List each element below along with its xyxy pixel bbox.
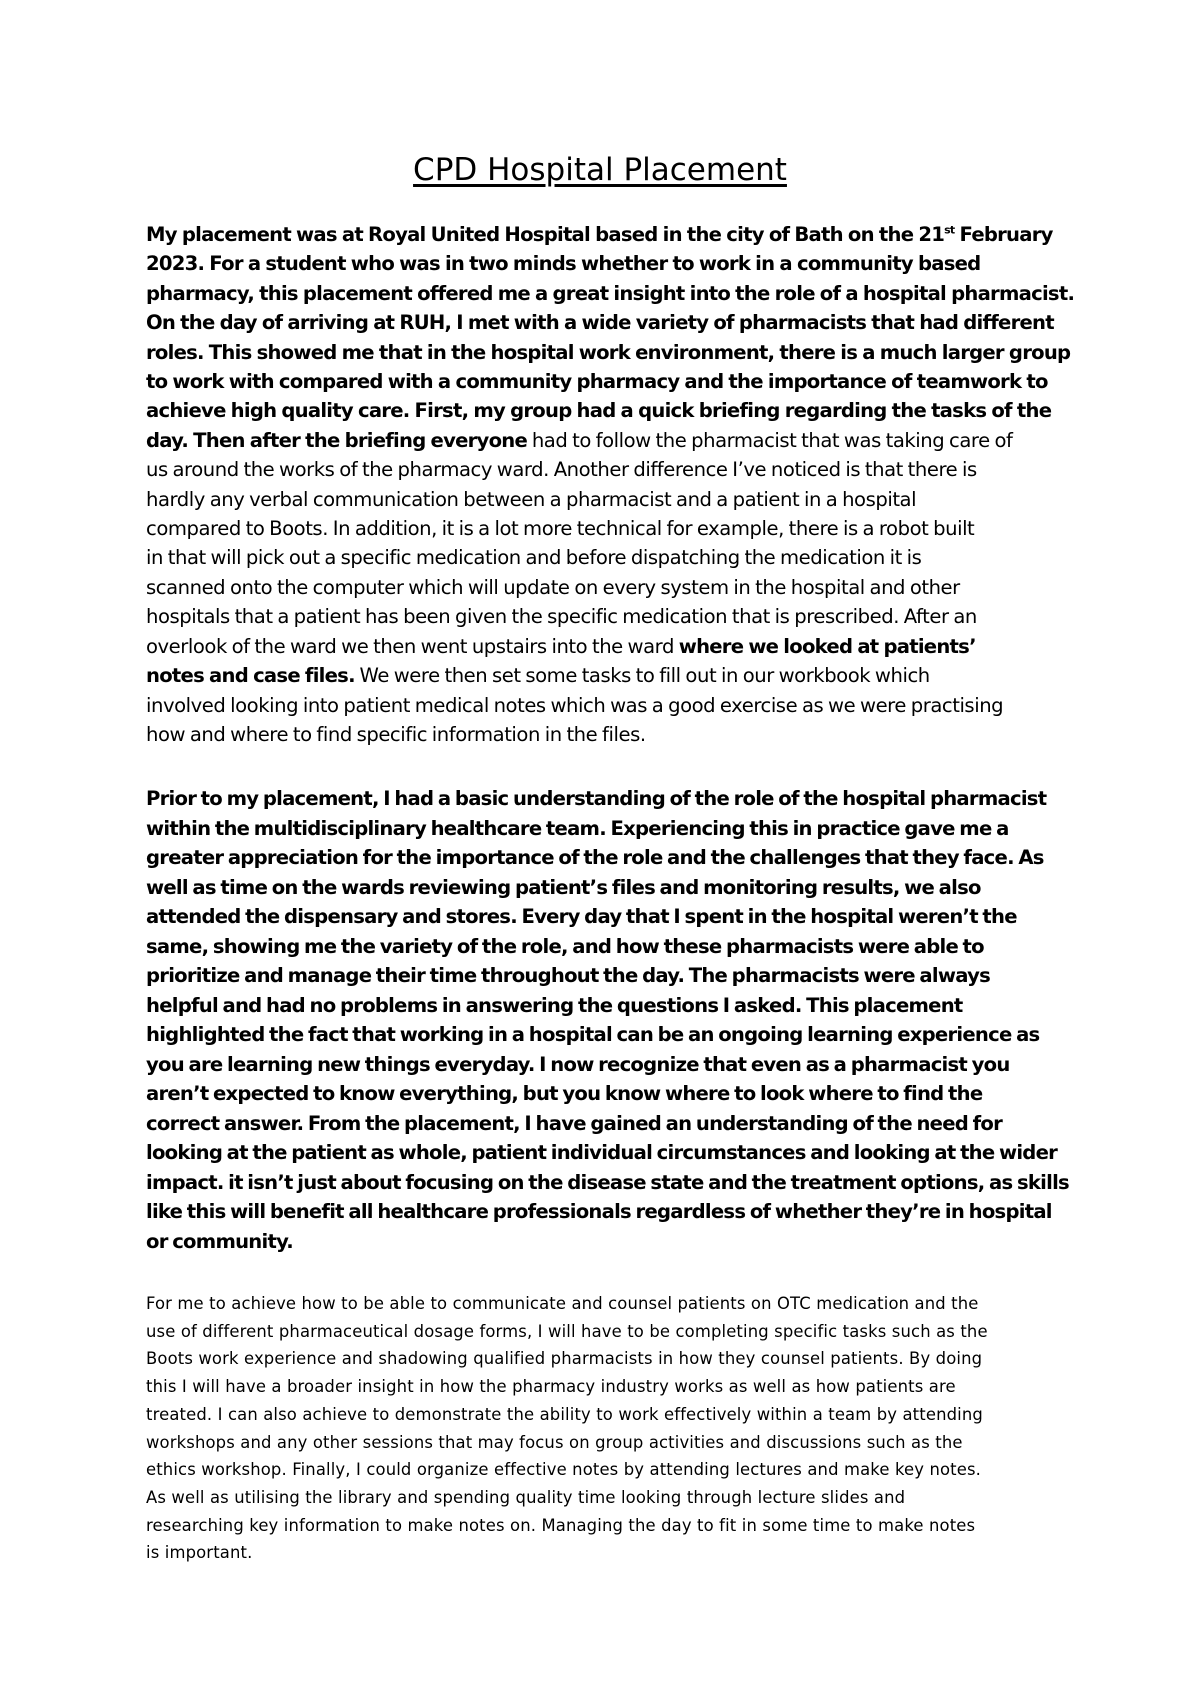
text-line: aren’t expected to know everything, but you know where to look where to find the bbox=[146, 1082, 983, 1105]
text-line bbox=[146, 455, 1086, 484]
text-line: within the multidisciplinary healthcare team. Experiencing this in practice gave me a bbox=[146, 816, 1009, 840]
text-line: impact. it isn’t just about focusing on the disease state and the treatment options, as skills bbox=[146, 1170, 1069, 1194]
text-line bbox=[146, 514, 1086, 543]
text-segment: roles. This showed me that in the hospital work environment, there is a much larger group bbox=[146, 340, 1071, 364]
text-segment: day. Then after the briefing everyone bbox=[146, 428, 528, 452]
text-line bbox=[146, 249, 1086, 278]
text-line bbox=[146, 661, 1086, 690]
text-line: greater appreciation for the importance of the role and the challenges that they face. As bbox=[146, 846, 1044, 869]
text-segment: how and where to find specific information in the files. bbox=[146, 722, 646, 746]
text-line: For me to achieve how to be able to communicate and counsel patients on OTC medication and the bbox=[146, 1294, 979, 1313]
text-line bbox=[146, 485, 1086, 514]
text-line: same, showing me the variety of the role, and how these pharmacists were able to bbox=[146, 934, 984, 958]
text-segment: 2023. For a student who was in two minds whether to work in a community based bbox=[146, 252, 981, 276]
text-line: is important. bbox=[146, 1543, 253, 1563]
text-segment: where we looked at patients’ bbox=[678, 634, 976, 658]
text-line bbox=[146, 573, 1086, 602]
text-segment: had to follow the pharmacist that was taking care of bbox=[527, 428, 1013, 452]
superscript-text: st bbox=[944, 223, 955, 237]
text-line: highlighted the fact that working in a hospital can be an ongoing learning experience as bbox=[146, 1023, 1040, 1046]
text-line: workshops and any other sessions that may focus on group activities and discussions such as the bbox=[146, 1432, 963, 1452]
text-line bbox=[146, 367, 1086, 396]
text-line bbox=[146, 279, 1086, 308]
text-segment: hospitals that a patient has been given the specific medication that is prescribed. After an bbox=[146, 605, 977, 629]
text-line bbox=[146, 632, 1086, 661]
text-line: ethics workshop. Finally, I could organize effective notes by attending lectures and make key notes. bbox=[146, 1460, 982, 1480]
text-segment: On the day of arriving at RUH, I met with a wide variety of pharmacists that had different bbox=[146, 311, 1054, 335]
text-line bbox=[146, 720, 1086, 749]
title-text: CPD Hospital Placement bbox=[413, 152, 787, 188]
paragraph-placement-description bbox=[146, 220, 1086, 749]
text-segment: February bbox=[954, 223, 1053, 246]
text-line: use of different pharmaceutical dosage forms, I will have to be completing specific tasks such as the bbox=[146, 1321, 988, 1341]
text-line bbox=[146, 602, 1086, 631]
page-title bbox=[0, 150, 1200, 190]
text-segment: notes and case files. bbox=[146, 664, 355, 688]
text-segment: hardly any verbal communication between a pharmacist and a patient in a hospital bbox=[146, 487, 917, 511]
text-segment: overlook of the ward we then went upstairs into the ward bbox=[146, 634, 679, 658]
text-segment: pharmacy, this placement offered me a great insight into the role of a hospital pharmacist. bbox=[146, 281, 1075, 305]
text-line bbox=[146, 308, 1086, 337]
paragraph-learning-plan bbox=[146, 1290, 1076, 1567]
text-segment: involved looking into patient medical notes which was a good exercise as we were practising bbox=[146, 693, 1004, 717]
text-line bbox=[146, 691, 1086, 720]
text-line: researching key information to make notes on. Managing the day to fit in some time to make notes bbox=[146, 1515, 976, 1535]
text-line: or community. bbox=[146, 1229, 294, 1253]
text-line bbox=[146, 543, 1086, 572]
text-line: like this will benefit all healthcare professionals regardless of whether they’re in hospital bbox=[146, 1200, 1052, 1223]
text-line: correct answer. From the placement, I have gained an understanding of the need for bbox=[146, 1111, 1002, 1135]
text-line: this I will have a broader insight in how the pharmacy industry works as well as how patients are bbox=[146, 1377, 956, 1397]
text-segment: compared to Boots. In addition, it is a lot more technical for example, there is a robot built bbox=[146, 517, 975, 541]
text-line: prioritize and manage their time throughout the day. The pharmacists were always bbox=[146, 964, 991, 987]
text-line bbox=[146, 396, 1086, 425]
text-segment: us around the works of the pharmacy ward. Another difference I’ve noticed is that there is bbox=[146, 458, 977, 482]
text-line: looking at the patient as whole, patient individual circumstances and looking at the wider bbox=[146, 1141, 1058, 1164]
text-line: helpful and had no problems in answering the questions I asked. This placement bbox=[146, 993, 963, 1017]
text-segment: to work with compared with a community pharmacy and the importance of teamwork to bbox=[146, 370, 1048, 394]
text-line bbox=[146, 220, 1086, 249]
text-line: well as time on the wards reviewing patient’s files and monitoring results, we also bbox=[146, 875, 981, 899]
text-line: Prior to my placement, I had a basic understanding of the role of the hospital pharmacist bbox=[146, 787, 1047, 810]
text-segment: in that will pick out a specific medication and before dispatching the medication it is bbox=[146, 546, 922, 570]
text-line: you are learning new things everyday. I now recognize that even as a pharmacist you bbox=[146, 1052, 1010, 1076]
text-segment: achieve high quality care. First, my group had a quick briefing regarding the tasks of the bbox=[146, 399, 1052, 423]
text-line: attended the dispensary and stores. Every day that I spent in the hospital weren’t the bbox=[146, 905, 1017, 928]
text-line: treated. I can also achieve to demonstrate the ability to work effectively within a team by attending bbox=[146, 1404, 983, 1424]
text-segment: scanned onto the computer which will update on every system in the hospital and other bbox=[146, 575, 960, 599]
text-line bbox=[146, 426, 1086, 455]
text-line: As well as utilising the library and spending quality time looking through lecture slides and bbox=[146, 1487, 906, 1507]
text-segment: We were then set some tasks to fill out in our workbook which bbox=[354, 664, 930, 688]
text-segment: My placement was at Royal United Hospital based in the city of Bath on the 21 bbox=[146, 223, 945, 246]
text-line bbox=[146, 338, 1086, 367]
paragraph-placement-reflection bbox=[146, 784, 1086, 1256]
text-line: Boots work experience and shadowing qualified pharmacists in how they counsel patients. By doing bbox=[146, 1349, 983, 1369]
